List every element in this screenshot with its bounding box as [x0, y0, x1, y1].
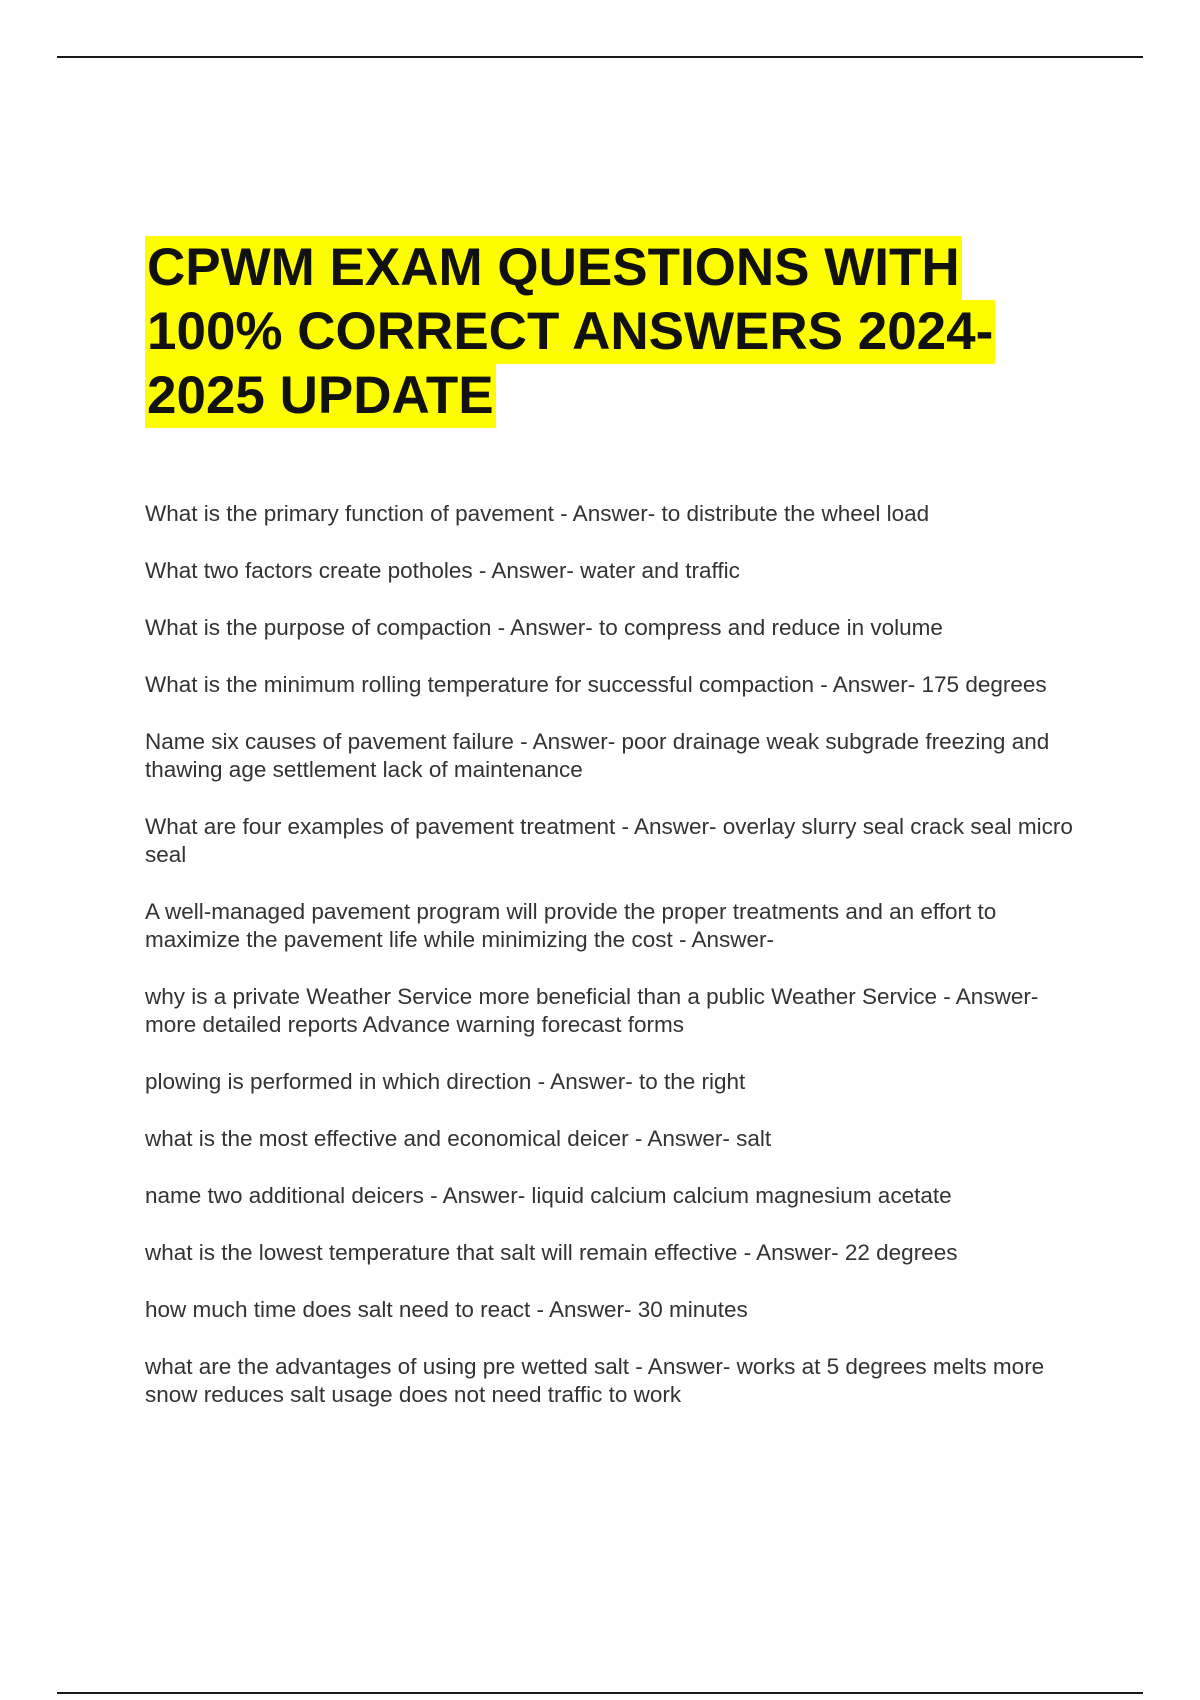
qa-item: what is the lowest temperature that salt will remain effective - Answer- 22 degrees	[145, 1240, 958, 1265]
title-line-1: CPWM EXAM QUESTIONS WITH	[145, 236, 962, 300]
qa-item: What is the purpose of compaction - Answer- to compress and reduce in volume	[145, 615, 943, 640]
question-answer-list	[145, 500, 1085, 1438]
qa-item: What are four examples of pavement treatment - Answer- overlay slurry seal crack seal micro seal	[145, 814, 1073, 867]
qa-item: What two factors create potholes - Answer- water and traffic	[145, 558, 740, 583]
title-line-2: 100% CORRECT ANSWERS 2024-	[145, 300, 995, 364]
qa-item: why is a private Weather Service more beneficial than a public Weather Service - Answer- more detailed reports Advance warning forecast forms	[145, 984, 1039, 1037]
document-title	[145, 236, 1075, 428]
qa-item: What is the minimum rolling temperature for successful compaction - Answer- 175 degrees	[145, 672, 1047, 697]
qa-item: what are the advantages of using pre wetted salt - Answer- works at 5 degrees melts more snow reduces salt usage does not need traffic to work	[145, 1354, 1045, 1407]
qa-item: A well-managed pavement program will provide the proper treatments and an effort to maximize the pavement life while minimizing the cost - Answer-	[145, 899, 997, 952]
qa-item: how much time does salt need to react - Answer- 30 minutes	[145, 1297, 748, 1322]
qa-item: what is the most effective and economical deicer - Answer- salt	[145, 1126, 772, 1151]
bottom-rule	[57, 1692, 1143, 1694]
qa-item: name two additional deicers - Answer- liquid calcium calcium magnesium acetate	[145, 1183, 952, 1208]
top-rule	[57, 56, 1143, 58]
title-line-3: 2025 UPDATE	[145, 364, 496, 428]
qa-item: plowing is performed in which direction - Answer- to the right	[145, 1069, 746, 1094]
qa-item: Name six causes of pavement failure - Answer- poor drainage weak subgrade freezing and thawing age settlement lack of maintenance	[145, 729, 1050, 782]
qa-item: What is the primary function of pavement - Answer- to distribute the wheel load	[145, 501, 930, 526]
